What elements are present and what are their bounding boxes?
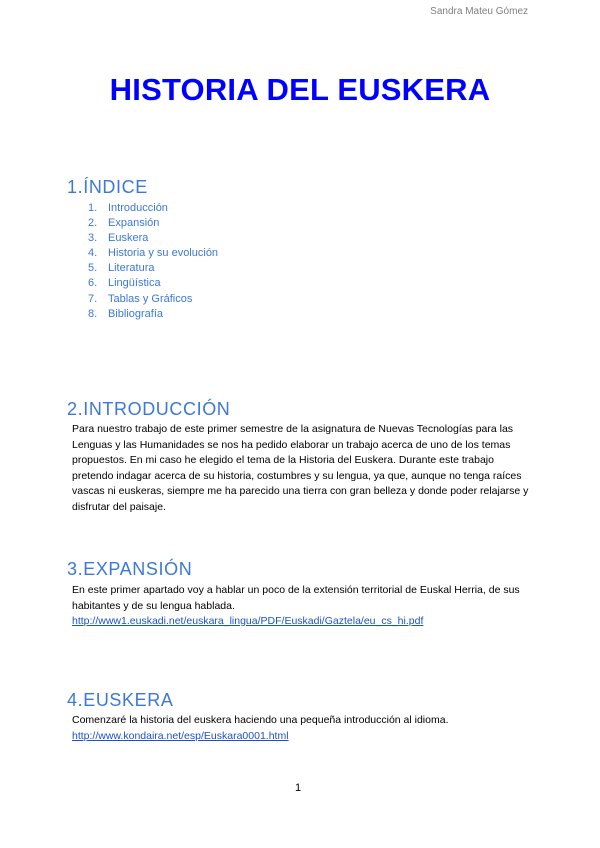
document-title: HISTORIA DEL EUSKERA: [109, 72, 491, 107]
expansion-link[interactable]: http://www1.euskadi.net/euskara_lingua/PDF/Euskadi/Gaztela/eu_cs_hi.pdf: [72, 615, 424, 627]
toc-item-number: 3.: [88, 232, 98, 245]
toc-item-label: Tablas y Gráficos: [108, 292, 193, 305]
toc-item-number: 5.: [88, 262, 98, 275]
toc-item-number: 6.: [88, 277, 98, 290]
toc-item[interactable]: [88, 276, 218, 291]
section-heading-euskera: 4.EUSKERA: [67, 690, 174, 710]
header-author: Sandra Mateu Gómez: [430, 6, 528, 17]
toc-item[interactable]: [88, 246, 218, 261]
toc-item-label: Historia y su evolución: [108, 247, 219, 260]
toc-item-label: Euskera: [108, 232, 149, 245]
toc-item-label: Literatura: [108, 262, 155, 275]
section-heading-introduccion: 2.INTRODUCCIÓN: [67, 399, 231, 419]
toc-item-number: 1.: [88, 202, 98, 214]
toc-item-number: 8.: [88, 307, 98, 320]
toc-item[interactable]: [88, 261, 218, 276]
toc-item-label: Expansión: [108, 217, 160, 230]
toc-item[interactable]: [88, 292, 218, 307]
page-number: 1: [294, 782, 302, 794]
introduccion-paragraph: Para nuestro trabajo de este primer semestre de la asignatura de Nuevas Tecnologías para las Lenguas y las Humanidades se nos ha pedido elaborar un trabajo acerca de uno de los temas propuestos. En mi caso he elegido el tema de la Historia del Euskera. Durante este trabajo pretendo indagar acerca de su historia, costumbres y su lengua, ya que, aunque no tenga raíces vascas ni euskeras, siempre me ha parecido una tierra con gran belleza y donde poder relajarse y disfrutar del paisaje.: [72, 423, 529, 513]
toc-item[interactable]: [88, 201, 218, 216]
toc-item-label: Lingüística: [108, 277, 161, 290]
toc-item-label: Introducción: [108, 202, 168, 214]
section-heading-expansion: 3.EXPANSIÓN: [67, 559, 193, 579]
toc-item[interactable]: [88, 231, 218, 246]
euskera-paragraph: Comenzaré la historia del euskera haciendo una pequeña introducción al idioma.: [72, 714, 449, 726]
toc-item-number: 2.: [88, 217, 98, 230]
toc-item[interactable]: [88, 216, 218, 231]
table-of-contents: [88, 201, 218, 322]
toc-item[interactable]: [88, 307, 218, 322]
euskera-link[interactable]: http://www.kondaira.net/esp/Euskara0001.html: [72, 730, 289, 742]
toc-item-label: Bibliografía: [108, 307, 164, 320]
toc-item-number: 7.: [88, 292, 98, 305]
section-heading-indice: 1.ÍNDICE: [67, 177, 148, 197]
toc-item-number: 4.: [88, 247, 98, 260]
expansion-paragraph: En este primer apartado voy a hablar un poco de la extensión territorial de Euskal Herria, de sus habitantes y de su lengua hablada.: [72, 584, 520, 612]
